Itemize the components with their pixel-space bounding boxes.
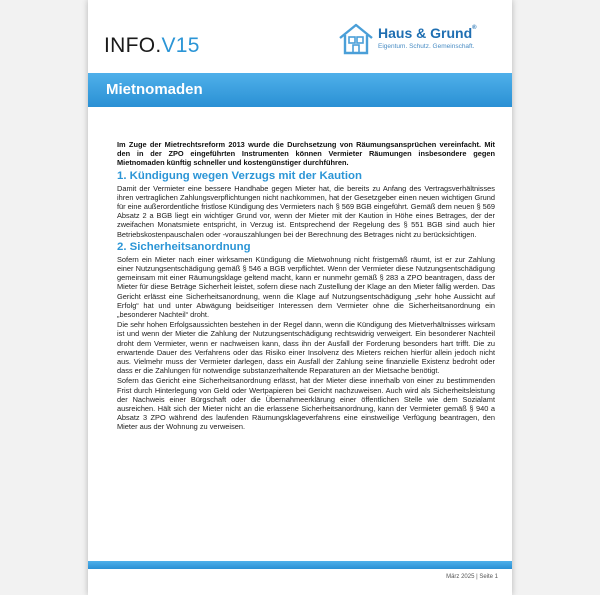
footer-date-page: März 2025 | Seite 1	[446, 574, 498, 580]
section-heading-2: 2. Sicherheitsanordnung	[117, 240, 251, 253]
section-2-paragraph-2: Die sehr hohen Erfolgsaussichten bestehen in der Regel dann, wenn die Kündigung des Mietverhältnisses wirksam ist und wenn der Mieter die Zahlung der Nutzungsentschädigung rechtswidrig verweigert. Ein besonderer Nachteil droht dem Vermieter, wenn er nachweisen kann, dass ihn der Ausfall der Forderung besonders hart trifft. Die zu erwartende Dauer des Verfahrens oder das Risiko einer Insolvenz des Mieters reichen hierfür allein jedoch nicht aus. Vielmehr muss der Vermieter darlegen, dass ein Ausfall der Zahlung seine finanzielle Existenz bedroht oder dass er die Zahlungen für notwendige substanzerhaltende Reparaturen an der Mietsache benötigt.	[117, 320, 495, 376]
document-code-version: V15	[161, 34, 200, 57]
registered-mark: ®	[472, 25, 477, 31]
document-code-prefix: INFO.	[104, 34, 162, 57]
title-bar	[88, 73, 512, 107]
haus-und-grund-logo	[338, 22, 508, 62]
document-body	[117, 140, 495, 433]
section-2-paragraph-1: Sofern ein Mieter nach einer wirksamen Kündigung die Mietwohnung nicht fristgemäß räumt, ist er zur Zahlung einer Nutzungsentschädigung gemäß § 546 a BGB verpflichtet. Wenn der Vermieter diese Nutzungsentschädigung gemeinsam mit einer Räumungsklage geltend macht, kann er nunmehr gemäß § 283 a ZPO beantragen, dass der Mieter für diese Beträge Sicherheit leistet, sofern diese nach Zustellung der Klage an den Mieter fällig werden. Das Gericht erlässt eine Sicherheitsanordnung, wenn die Klage auf Nutzungsentschädigung „sehr hohe Aussicht auf Erfolg“ hat und unter Abwägung beidseitiger Interessen dem Vermieter ohne die Sicherheitsanordnung ein „besonderer Nachteil“ droht.	[117, 254, 495, 320]
brand-claim: Eigentum. Schutz. Gemeinschaft.	[378, 43, 475, 50]
page-title: Mietnomaden	[106, 81, 203, 98]
section-2-paragraph-3: Sofern das Gericht eine Sicherheitsanordnung erlässt, hat der Mieter diese innerhalb von einer zu bestimmenden Frist durch Hinterlegung von Geld oder Wertpapieren bei Gericht nachzuweisen. Auch wird als Sicherheitsleistung der Nachweis einer Bürgschaft oder die Übernahmeerklärung einer öffentlichen Stelle wie dem Sozialamt ausreichen. Hält sich der Mieter nicht an die erlassene Sicherheitsanordnung, kann der Vermieter gemäß § 940 a Absatz 3 ZPO während des laufenden Räumungsklageverfahrens eine einstweilige Verfügung beantragen, den Mieter aus der Wohnung zu verweisen.	[117, 376, 495, 432]
document-code	[104, 34, 200, 58]
document-page	[88, 0, 512, 595]
intro-paragraph: Im Zuge der Mietrechtsreform 2013 wurde die Durchsetzung von Räumungsansprüchen vereinfacht. Mit den in der ZPO eingeführten Instrumenten können Vermieter Räumungen insbesondere gegen Mietnomaden künftig schneller und kostengünstiger durchführen.	[117, 140, 495, 168]
house-icon	[338, 22, 374, 56]
section-heading-1: 1. Kündigung wegen Verzugs mit der Kaution	[117, 169, 362, 182]
section-1-paragraph-1: Damit der Vermieter eine bessere Handhabe gegen Mieter hat, die bereits zu Anfang des Vertragsverhältnisses ihren vertraglichen Zahlungsverpflichtungen nicht nachkommen, hat der Gesetzgeber einen neuen wichtigen Grund für eine außerordentliche fristlose Kündigung des Vermieters nach § 569 BGB eingeführt. Gemäß dem neuen § 569 Absatz 2 a BGB liegt ein wichtiger Grund vor, wenn der Mieter mit der Kaution in Höhe eines Betrages, der der zweifachen Monatsmiete entspricht, in Verzug ist. Entsprechend der Regelung des § 551 BGB sind auch hier Betriebskostenpauschalen oder -vorauszahlungen bei der Berechnung des Betrages nicht zu berücksichtigen.	[117, 183, 495, 239]
brand-name: Haus & Grund®	[378, 25, 477, 41]
footer-bar	[88, 561, 512, 569]
